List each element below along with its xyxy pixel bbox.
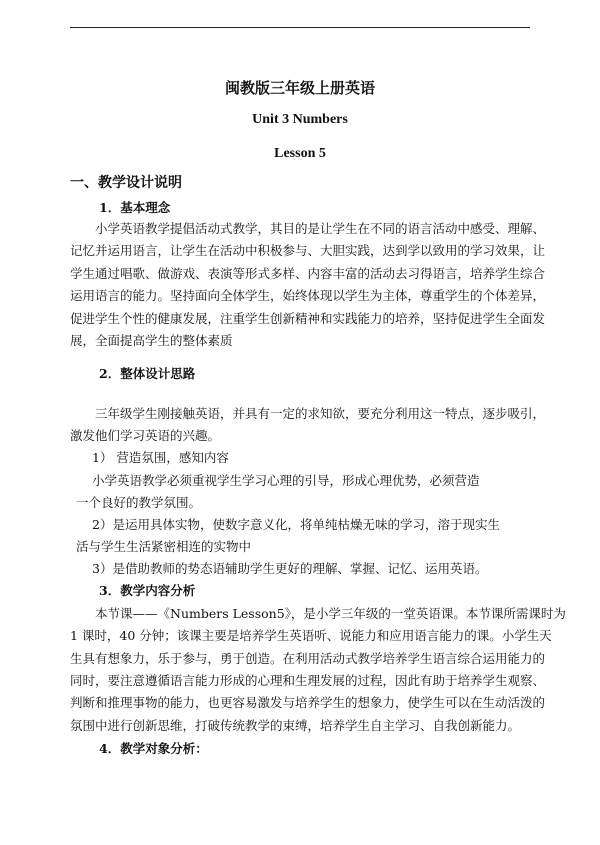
document-title: 闽教版三年级上册英语: [224, 79, 375, 97]
subsection-heading-4: 4．教学对象分析：: [99, 741, 208, 756]
section-heading: 一、教学设计说明: [70, 175, 182, 191]
list-item: 2）是运用具体实物，使数字意义化，将单纯枯燥无味的学习，溶于现实生: [92, 517, 500, 532]
list-item: 1） 营造氛围，感知内容: [92, 450, 229, 465]
paragraph-line: 学生通过唱歌、做游戏、表演等形式多样、内容丰富的活动去习得语言，培养学生综合: [70, 266, 546, 281]
header-rule: [70, 27, 530, 28]
paragraph-line: 促进学生个性的健康发展，注重学生创新精神和实践能力的培养，坚持促进学生全面发: [70, 311, 546, 326]
paragraph-line: 小学英语教学提倡活动式教学，其目的是让学生在不同的语言活动中感受、理解、: [95, 221, 546, 236]
subsection-heading-3: 3．教学内容分析: [99, 583, 196, 598]
paragraph-line: 生具有想象力，乐于参与，勇于创造。在利用活动式教学培养学生语言综合运用能力的: [70, 651, 546, 666]
paragraph-line: 记忆并运用语言，让学生在活动中积极参与、大胆实践，达到学以致用的学习效果，让: [70, 243, 546, 258]
paragraph-line: 判断和推理事物的能力，也更容易激发与培养学生的想象力，使学生可以在生动活泼的: [70, 695, 546, 710]
paragraph-line: 活与学生生活紧密相连的实物中: [76, 539, 252, 554]
paragraph-line: 本节课——《Numbers Lesson5》，是小学三年级的一堂英语课。本节课所需课时为: [95, 606, 566, 621]
subsection-heading-1: 1．基本理念: [99, 200, 171, 215]
lesson-title: Lesson 5: [274, 146, 326, 161]
paragraph-line: 小学英语教学必须重视学生学习心理的引导，形成心理优势，必须营造: [92, 473, 480, 488]
paragraph-line: 一个良好的教学氛围。: [76, 495, 202, 510]
paragraph-line: 同时，要注意遵循语言能力形成的心理和生理发展的过程，因此有助于培养学生观察、: [70, 673, 546, 688]
paragraph-line: 三年级学生刚接触英语，并具有一定的求知欲，要充分利用这一特点，逐步吸引，: [95, 406, 546, 421]
paragraph-line: 1 课时，40 分钟；该课主要是培养学生英语听、说能力和应用语言能力的课。小学生天: [70, 628, 552, 643]
list-item: 3）是借助教师的势态语辅助学生更好的理解、掌握、记忆、运用英语。: [92, 561, 488, 576]
paragraph-line: 氛围中进行创新思维，打破传统教学的束缚，培养学生自主学习、自我创新能力。: [70, 718, 521, 733]
subsection-heading-2: 2．整体设计思路: [99, 366, 196, 381]
paragraph-line: 激发他们学习英语的兴趣。: [70, 428, 221, 443]
paragraph-line: 运用语言的能力。坚持面向全体学生，始终体现以学生为主体，尊重学生的个体差异，: [70, 288, 546, 303]
paragraph-line: 展，全面提高学生的整体素质: [70, 333, 233, 348]
unit-title: Unit 3 Numbers: [252, 112, 348, 127]
